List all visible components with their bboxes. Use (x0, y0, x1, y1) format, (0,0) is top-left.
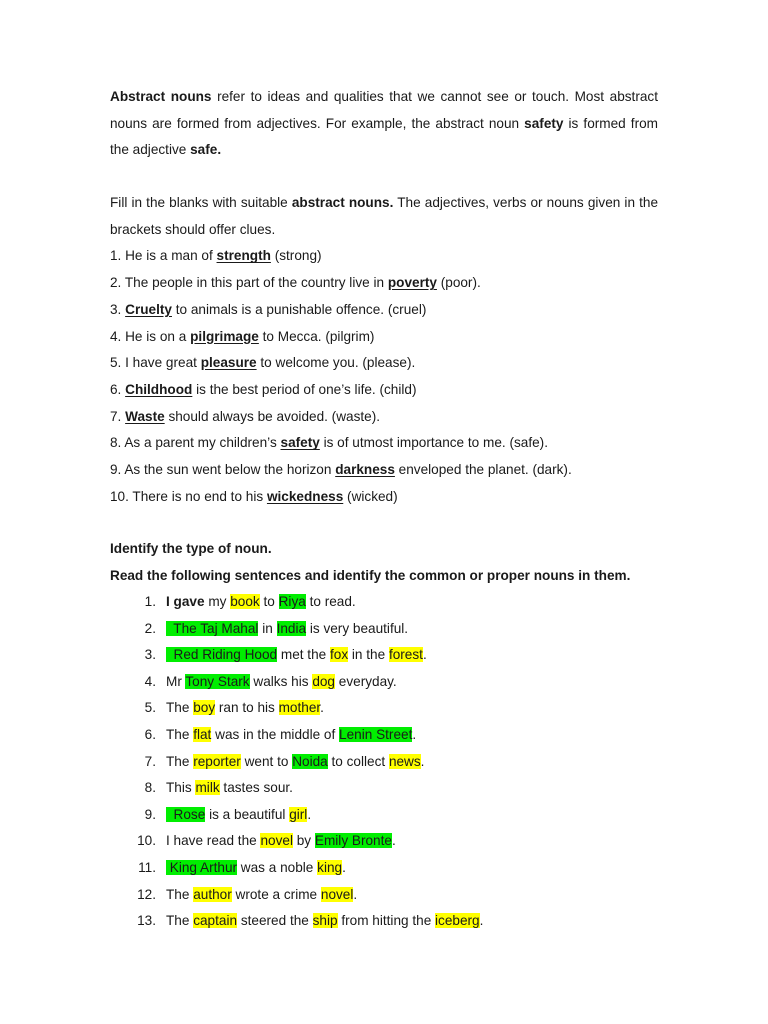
text-run: ran to his (215, 700, 279, 716)
exercise1-item (110, 297, 658, 324)
text-run: 8. As a parent my children’s (110, 435, 281, 451)
text-run: to Mecca. (pilgrim) (258, 328, 375, 344)
text-run: . (320, 700, 324, 716)
text-run: 4. He is on a (110, 328, 191, 344)
sentence-text (166, 695, 324, 722)
common-noun-highlight: novel (320, 886, 354, 902)
text-run: . (479, 913, 484, 929)
sentence-item (110, 749, 670, 776)
text-run: is the best period of one’s life. (child) (192, 381, 417, 397)
text-run: . (307, 806, 312, 822)
sentence-item (110, 775, 670, 802)
text-run: to welcome you. (please). (256, 355, 416, 371)
sentence-text (166, 802, 311, 829)
text-run: (wicked) (343, 488, 398, 504)
sentence-text (166, 669, 397, 696)
answer-word: strength (216, 248, 271, 264)
sentence-item (110, 802, 670, 829)
text-run: steered the (237, 913, 313, 929)
exercise1-item (110, 430, 658, 457)
common-noun-highlight: book (230, 594, 260, 609)
bold-term: abstract nouns. (291, 195, 394, 210)
sentence-item (110, 882, 670, 909)
text-run: went to (240, 753, 293, 769)
text-run: I have read the (166, 833, 261, 849)
exercise1-item (110, 270, 658, 297)
sentence-number: 8. (144, 780, 156, 796)
sentence-item (110, 855, 670, 882)
text-run: enveloped the planet. (dark). (394, 462, 572, 478)
common-noun-highlight: girl (289, 806, 308, 822)
sentence-text (166, 828, 396, 855)
answer-word: poverty (387, 275, 437, 291)
sentence-item (110, 695, 670, 722)
sentence-text (166, 589, 356, 616)
exercise2-title: Identify the type of noun. (110, 541, 272, 556)
exercise2-sentence-list (110, 589, 670, 935)
text-run: 5. I have great (110, 355, 201, 371)
exercise1-item (110, 484, 658, 511)
text-run: 1. He is a man of (110, 248, 217, 264)
sentence-text (166, 749, 424, 776)
proper-noun-highlight: Lenin Street (339, 726, 413, 742)
proper-noun-highlight: King Arthur (166, 859, 238, 875)
text-run: 6. (110, 381, 126, 397)
proper-noun-highlight: Riya (278, 594, 306, 609)
exercise1-items (110, 243, 658, 510)
common-noun-highlight: forest (388, 647, 423, 663)
sentence-item (110, 722, 670, 749)
sentence-number: 7. (144, 753, 156, 769)
sentence-number: 10. (137, 833, 156, 849)
sentence-number: 13. (137, 913, 156, 929)
proper-noun-highlight: Rose (166, 806, 206, 822)
sentence-item (110, 589, 670, 616)
text-run: refer to ideas and qualities that we cannot see or touch. Most abstract nouns are formed from adjectives. For example, the abstract noun (110, 89, 658, 131)
sentence-number: 4. (144, 673, 156, 689)
text-run: The adjectives, verbs or nouns given in the brackets should offer clues. (110, 195, 659, 237)
common-noun-highlight: iceberg (435, 913, 480, 929)
text-run: tastes sour. (219, 780, 293, 796)
sentence-number: 6. (144, 726, 156, 742)
sentence-item (110, 908, 670, 935)
sentence-text (166, 908, 483, 935)
sentence-item (110, 669, 670, 696)
sentence-text (166, 882, 357, 909)
text-run: . (342, 859, 346, 875)
proper-noun-highlight: The Taj Mahal (166, 620, 259, 636)
text-run: everyday. (335, 673, 397, 689)
sentence-text (166, 722, 416, 749)
text-run: my (204, 594, 231, 609)
text-run: by (292, 833, 315, 849)
common-noun-highlight: ship (312, 913, 338, 929)
sentence-text (166, 616, 408, 643)
text-run: (poor). (436, 275, 481, 291)
text-run: 2. The people in this part of the country live in (110, 275, 388, 291)
common-noun-highlight: boy (193, 700, 216, 716)
text-run: to (259, 594, 279, 609)
text-run: This (166, 780, 196, 796)
common-noun-highlight: captain (193, 913, 238, 929)
text-run: . (420, 753, 425, 769)
answer-word: wickedness (266, 488, 344, 504)
text-run: Mr (166, 673, 186, 689)
common-noun-highlight: news (388, 753, 421, 769)
answer-word: pilgrimage (190, 328, 259, 344)
text-run: The (166, 753, 194, 769)
answer-word: darkness (335, 462, 395, 478)
text-run: is a beautiful (205, 806, 290, 822)
common-noun-highlight: novel (260, 833, 293, 849)
intro-paragraph (110, 84, 658, 164)
sentence-number: 11. (138, 859, 156, 875)
answer-word: pleasure (200, 355, 257, 371)
text-run: from hitting the (337, 913, 436, 929)
text-run: I gave (166, 594, 205, 609)
bold-term: safe. (190, 142, 222, 158)
bold-term: Abstract nouns (110, 89, 212, 104)
common-noun-highlight: flat (193, 726, 212, 742)
text-run: is very beautiful. (306, 620, 409, 636)
answer-word: safety (280, 435, 320, 451)
common-noun-highlight: reporter (193, 753, 241, 769)
exercise1-instruction (110, 190, 658, 243)
sentence-item (110, 828, 670, 855)
text-run: . (412, 726, 417, 742)
text-run: to read. (305, 594, 356, 609)
exercise1-item (110, 243, 658, 270)
sentence-number: 3. (144, 647, 156, 663)
sentence-number: 5. (144, 700, 156, 716)
text-run: met the (277, 647, 330, 663)
proper-noun-highlight: Red Riding Hood (166, 647, 278, 663)
text-run: (strong) (270, 248, 322, 264)
sentence-number: 1. (144, 594, 156, 609)
proper-noun-highlight: Tony Stark (185, 673, 250, 689)
common-noun-highlight: milk (195, 780, 220, 796)
text-run: to animals is a punishable offence. (cruel) (171, 301, 427, 317)
exercise1-item (110, 457, 658, 484)
text-run: . (353, 886, 358, 902)
exercise1-item (110, 377, 658, 404)
text-run: 9. As the sun went below the horizon (110, 462, 336, 478)
sentence-text (166, 775, 293, 802)
exercise-abstract-nouns (110, 190, 658, 510)
common-noun-highlight: author (193, 886, 232, 902)
answer-word: Cruelty (125, 301, 172, 317)
common-noun-highlight: fox (329, 647, 349, 663)
proper-noun-highlight: Noida (292, 753, 328, 769)
sentence-text (166, 642, 427, 669)
text-run: in the (348, 647, 389, 663)
text-run: is of utmost importance to me. (safe). (319, 435, 548, 451)
exercise1-item (110, 350, 658, 377)
proper-noun-highlight: India (276, 620, 307, 636)
sentence-number: 12. (137, 886, 156, 902)
common-noun-highlight: mother (278, 700, 321, 716)
text-run: 3. (110, 301, 126, 317)
sentence-number: 9. (144, 806, 156, 822)
text-run: The (166, 726, 194, 742)
common-noun-highlight: dog (312, 673, 335, 689)
exercise1-item (110, 324, 658, 351)
text-run: Fill in the blanks with suitable (110, 195, 292, 210)
common-noun-highlight: king (317, 859, 343, 875)
text-run: The (166, 700, 194, 716)
text-run: The (166, 913, 194, 929)
text-run: was in the middle of (211, 726, 340, 742)
proper-noun-highlight: Emily Bronte (314, 833, 392, 849)
text-run: 7. (110, 408, 126, 424)
text-run: in (258, 620, 277, 636)
text-run: wrote a crime (231, 886, 321, 902)
text-run: The (166, 886, 194, 902)
sentence-item (110, 616, 670, 643)
sentence-item (110, 642, 670, 669)
exercise2-instruction: Read the following sentences and identify the common or proper nouns in them. (110, 568, 631, 583)
text-run: is formed from the adjective (110, 115, 658, 158)
exercise1-item (110, 404, 658, 431)
text-run: . (391, 833, 396, 849)
answer-word: Childhood (125, 381, 193, 397)
text-run: to collect (327, 753, 389, 769)
sentence-text (166, 855, 346, 882)
text-run: . (422, 647, 427, 663)
sentence-number: 2. (144, 620, 156, 636)
text-run: should always be avoided. (waste). (164, 408, 381, 424)
text-run: 10. There is no end to his (110, 488, 267, 504)
bold-term: safety (524, 115, 564, 131)
answer-word: Waste (125, 408, 165, 424)
text-run: was a noble (237, 859, 318, 875)
text-run: walks his (249, 673, 313, 689)
